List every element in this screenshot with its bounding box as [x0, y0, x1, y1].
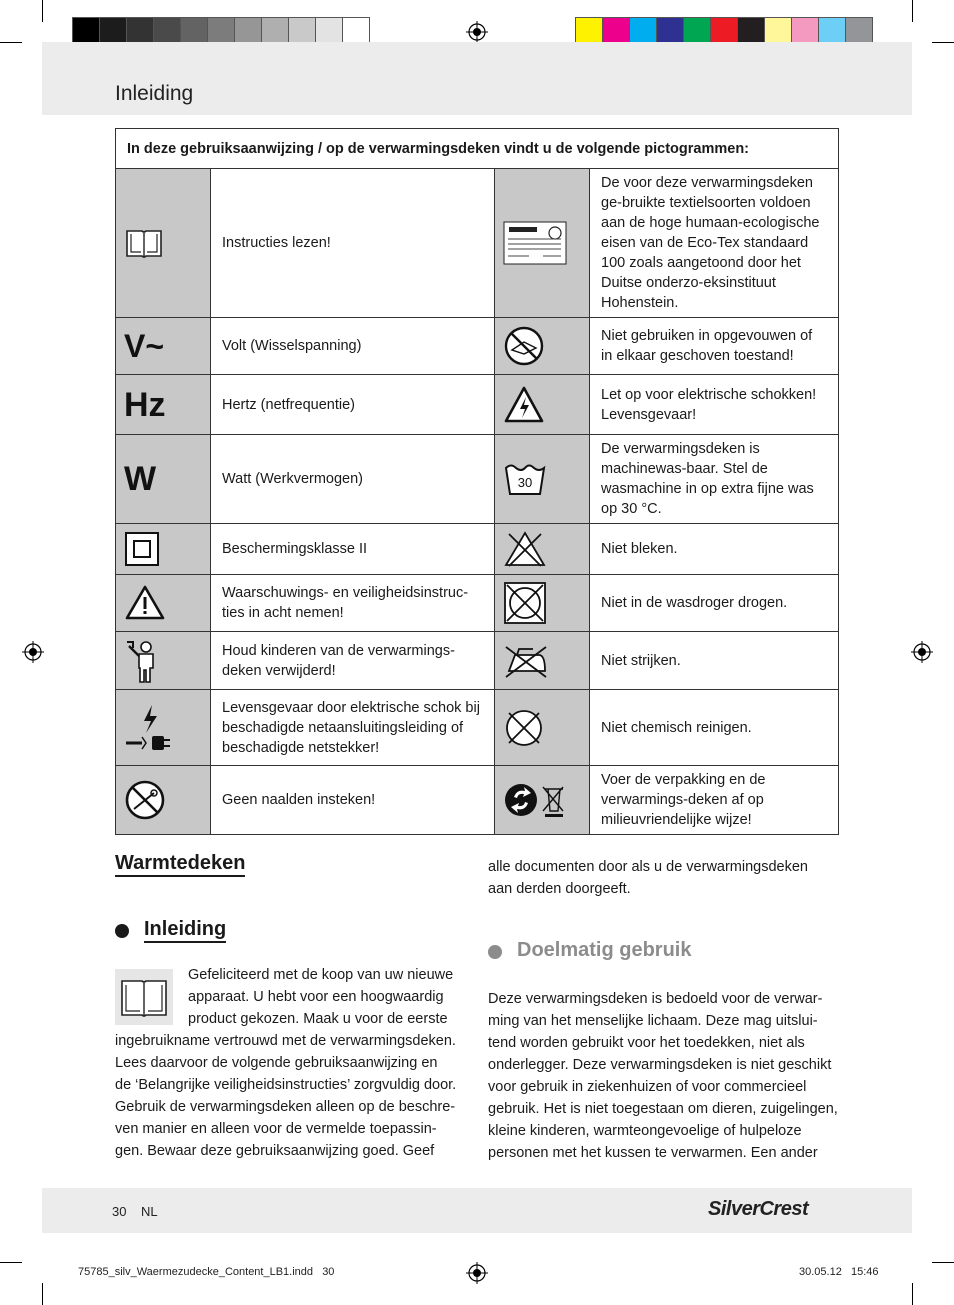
crop-mark — [912, 0, 913, 22]
icon-cell — [495, 632, 590, 690]
icon-cell — [116, 435, 211, 524]
icon-cell — [495, 375, 590, 435]
pictogram-description: Waarschuwings- en veiligheidsinstruc-ties in acht nemen! — [211, 575, 495, 632]
icon-cell — [116, 524, 211, 575]
text-line: aan derden doorgeeft. — [488, 881, 631, 897]
section-title-text: Inleiding — [144, 918, 226, 943]
icon-cell — [495, 318, 590, 375]
table-row — [116, 318, 839, 375]
pictogram-description: Volt (Wisselspanning) — [211, 318, 495, 375]
text-line: gen. Bewaar deze gebruiksaanwijzing goed. Geef — [115, 1143, 435, 1159]
text-line: product gekozen. Maak u voor de eerste — [188, 1011, 448, 1027]
warning-triangle-icon — [124, 584, 166, 622]
text-line: Lees daarvoor de volgende gebruiksaanwijzing en — [115, 1055, 438, 1071]
book-icon — [124, 226, 164, 260]
crop-mark — [0, 1262, 22, 1263]
icon-cell — [116, 766, 211, 835]
language-code: NL — [141, 1204, 158, 1219]
pictogram-description: Niet bleken. — [590, 524, 839, 575]
section-title-warmtedeken — [115, 852, 245, 875]
pictogram-description: Niet strijken. — [590, 632, 839, 690]
crop-mark — [42, 0, 43, 22]
intro-paragraph-rest — [115, 1030, 465, 1162]
keep-children-away-icon — [124, 638, 160, 684]
text-line: tend worden gebruikt voor het toedekken, niet als — [488, 1035, 805, 1051]
icon-cell — [495, 575, 590, 632]
no-tumble-dry-icon — [503, 581, 547, 625]
icon-cell — [116, 318, 211, 375]
recycling-icon — [503, 781, 567, 819]
registration-mark-icon — [22, 641, 44, 663]
intended-use-paragraph — [488, 988, 840, 1164]
text-line: voor gebruik in ziekenhuizen of voor commercieel — [488, 1079, 807, 1095]
oeko-tex-label-icon — [503, 221, 567, 265]
pictogram-description: Let op voor elektrische schokken! Levensgevaar! — [590, 375, 839, 435]
crop-mark — [912, 1283, 913, 1305]
pictogram-description: Voer de verpakking en de verwarmings-deken af op milieuvriendelijke wijze! — [590, 766, 839, 835]
intro-paragraph-start — [188, 964, 464, 1030]
table-row — [116, 766, 839, 835]
pictogram-description: Instructies lezen! — [211, 169, 495, 318]
no-folding-icon — [503, 325, 545, 367]
bullet-icon — [115, 924, 129, 938]
pictogram-table — [115, 128, 839, 835]
table-row — [116, 169, 839, 318]
book-icon — [115, 969, 173, 1025]
wash-temperature-label: 30 — [517, 475, 533, 490]
pictogram-description: Niet gebruiken in opgevouwen of in elkaar geschoven toestand! — [590, 318, 839, 375]
handover-paragraph — [488, 856, 840, 900]
registration-mark-icon — [466, 1262, 488, 1284]
bullet-icon — [488, 945, 502, 959]
icon-cell — [495, 690, 590, 766]
no-ironing-icon — [503, 643, 549, 679]
text-line: Gefeliciteerd met de koop van uw nieuwe — [188, 967, 454, 983]
volt-icon: V~ — [124, 328, 165, 364]
section-title-inleiding — [144, 918, 226, 941]
pictogram-description: De voor deze verwarmingsdeken ge-bruikte textielsoorten voldoen aan de hoge humaan-ecologische eisen van de Eco-Tex standaard 100 zoals aangetoond door het Duitse onderzo-eksinstituut Hohenstein. — [590, 169, 839, 318]
section-title-doelmatig-gebruik: Doelmatig gebruik — [517, 939, 692, 961]
section-title-text: Warmtedeken — [115, 852, 245, 877]
icon-cell — [116, 632, 211, 690]
wash-30-icon — [503, 460, 547, 498]
table-row — [116, 632, 839, 690]
page-number: 30 — [112, 1204, 127, 1219]
text-line: alle documenten door als u de verwarmingsdeken — [488, 859, 808, 875]
pictogram-description: Niet chemisch reinigen. — [590, 690, 839, 766]
icon-cell — [495, 766, 590, 835]
silvercrest-logo: SilverCrest — [708, 1198, 809, 1220]
pictogram-description: De verwarmingsdeken is machinewas-baar. Stel de wasmachine in op extra fijne was op 30 °C. — [590, 435, 839, 524]
watt-icon: W — [124, 460, 157, 498]
pictogram-description: Houd kinderen van de verwarmings-deken verwijderd! — [211, 632, 495, 690]
pictogram-description: Watt (Werkvermogen) — [211, 435, 495, 524]
crop-mark — [932, 42, 954, 43]
no-dry-clean-icon — [503, 707, 545, 749]
table-row — [116, 575, 839, 632]
icon-cell — [116, 169, 211, 318]
protection-class-2-icon — [124, 531, 160, 567]
electric-shock-warning-icon — [503, 385, 545, 425]
damaged-plug-icon — [124, 703, 172, 753]
icon-cell — [495, 524, 590, 575]
print-date: 30.05.12 15:46 — [799, 1266, 879, 1278]
table-row — [116, 690, 839, 766]
icon-cell — [116, 575, 211, 632]
crop-mark — [0, 42, 22, 43]
table-header: In deze gebruiksaanwijzing / op de verwarmingsdeken vindt u de volgende pictogrammen: — [116, 129, 839, 169]
hertz-icon: Hz — [124, 385, 166, 424]
text-line: Deze verwarmingsdeken is bedoeld voor de verwar- — [488, 991, 823, 1007]
text-line: personen met het kussen te verwarmen. Een ander — [488, 1145, 818, 1161]
table-row — [116, 524, 839, 575]
pictogram-description: Niet in de wasdroger drogen. — [590, 575, 839, 632]
table-row — [116, 375, 839, 435]
pictogram-description: Beschermingsklasse II — [211, 524, 495, 575]
table-header-row — [116, 129, 839, 169]
pictogram-description: Hertz (netfrequentie) — [211, 375, 495, 435]
no-needles-icon — [124, 779, 166, 821]
text-line: ven manier en alleen voor de vermelde toepassin- — [115, 1121, 437, 1137]
pictogram-description: Levensgevaar door elektrische schok bij beschadigde netaansluitingsleiding of beschadigde netstekker! — [211, 690, 495, 766]
text-line: ingebruikname vertrouwd met de verwarmingsdeken. — [115, 1033, 456, 1049]
icon-cell — [116, 375, 211, 435]
no-bleach-icon — [503, 530, 547, 568]
file-slug: 75785_silv_Waermezudecke_Content_LB1.indd 30 — [78, 1266, 335, 1278]
text-line: apparaat. U hebt voor een hoogwaardig — [188, 989, 444, 1005]
icon-cell — [495, 169, 590, 318]
pictogram-description: Geen naalden insteken! — [211, 766, 495, 835]
crop-mark — [42, 1283, 43, 1305]
text-line: de ‘Belangrijke veiligheidsinstructies’ zorgvuldig door. — [115, 1077, 457, 1093]
registration-mark-icon — [466, 21, 488, 43]
text-line: ming van het menselijke lichaam. Deze mag uitslui- — [488, 1013, 818, 1029]
text-line: kleine kinderen, warmteongevoelige of hulpeloze — [488, 1123, 802, 1139]
table-row — [116, 435, 839, 524]
crop-mark — [932, 1262, 954, 1263]
text-line: onderlegger. Deze verwarmingsdeken is niet geschikt — [488, 1057, 832, 1073]
registration-mark-icon — [911, 641, 933, 663]
icon-cell — [495, 435, 590, 524]
text-line: Gebruik de verwarmingsdeken alleen op de beschre- — [115, 1099, 456, 1115]
icon-cell — [116, 690, 211, 766]
text-line: gebruik. Het is niet toegestaan om dieren, zuigelingen, — [488, 1101, 838, 1117]
page-title: Inleiding — [115, 82, 194, 105]
